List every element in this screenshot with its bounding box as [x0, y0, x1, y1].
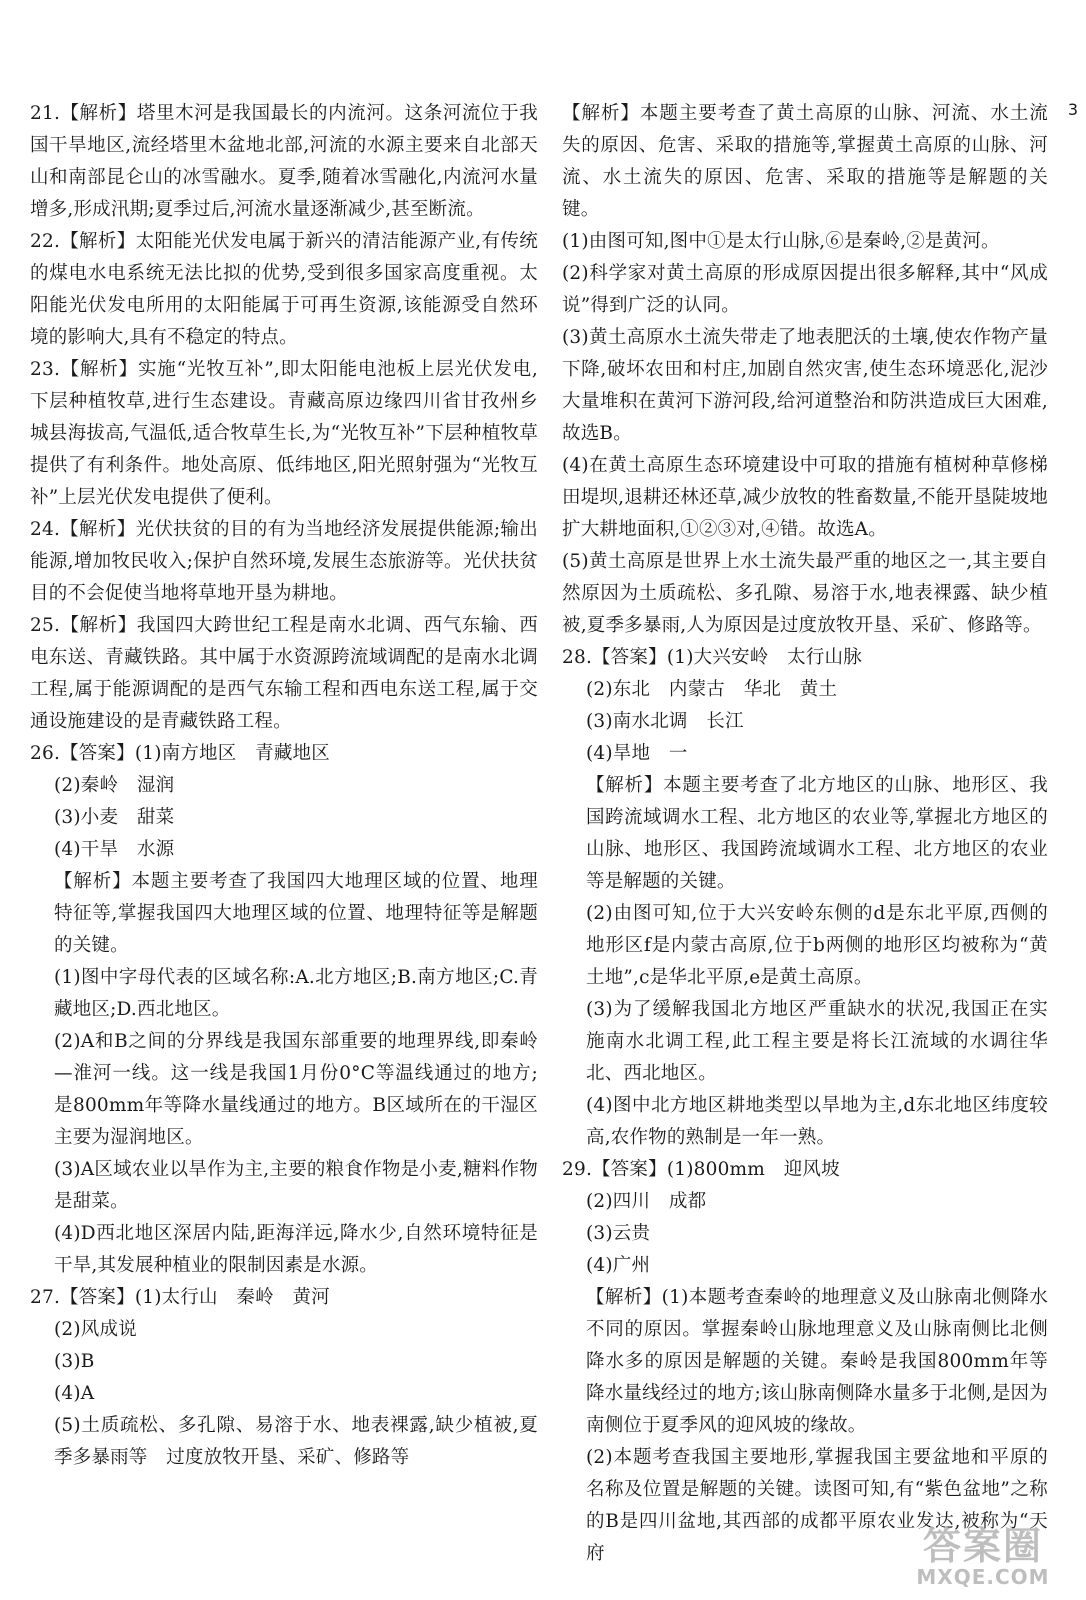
paragraph-27d: (4)A [54, 1383, 95, 1404]
paragraph-28a: 28.【答案】(1)大兴安岭 太行山脉 [562, 647, 862, 668]
page-number-fragment: 3 [1067, 100, 1078, 119]
paragraph-28h: (4)图中北方地区耕地类型以旱地为主,d东北地区纬度较高,农作物的熟制是一年一熟。 [586, 1095, 1048, 1148]
paragraph-28c: (3)南水北调 长江 [586, 711, 744, 732]
paragraph-25: 25.【解析】我国四大跨世纪工程是南水北调、西气东输、西电东送、青藏铁路。其中属于水资源跨流域调配的是南水北调工程,属于能源调配的是西气东输工程和西电东送工程,属于交通设施建设的是青藏铁路工程。 [30, 615, 538, 732]
paragraph-26a: 26.【答案】(1)南方地区 青藏地区 [30, 743, 330, 764]
paragraph-29d: (4)广州 [586, 1255, 651, 1276]
paragraph-28e: 【解析】本题主要考查了北方地区的山脉、地形区、我国跨流域调水工程、北方地区的农业等,掌握北方地区的山脉、地形区、我国跨流域调水工程、北方地区的农业等是解题的关键。 [586, 775, 1048, 892]
watermark-logo [888, 1526, 1078, 1594]
watermark-logo-text: 答案圈 [922, 1524, 1043, 1568]
paragraph-26d: (4)干旱 水源 [54, 839, 175, 860]
paragraph-28f: (2)由图可知,位于大兴安岭东侧的d是东北平原,西侧的地形区f是内蒙古高原,位于b两侧的地形区均被称为“黄土地”,c是华北平原,e是黄土高原。 [586, 903, 1048, 988]
paragraph-26c: (3)小麦 甜菜 [54, 807, 175, 828]
paragraph-27j: (4)在黄土高原生态环境建设中可取的措施有植树种草修梯田堤坝,退耕还林还草,减少放牧的牲畜数量,不能开垦陡坡地扩大耕地面积,①②③对,④错。故选A。 [562, 455, 1048, 540]
paragraph-27g: (1)由图可知,图中①是太行山脉,⑥是秦岭,②是黄河。 [562, 231, 1000, 252]
paragraph-26h: (3)A区域农业以旱作为主,主要的粮食作物是小麦,糖料作物是甜菜。 [54, 1159, 538, 1212]
paragraph-29a: 29.【答案】(1)800mm 迎风坡 [562, 1159, 840, 1180]
paragraph-29c: (3)云贵 [586, 1223, 651, 1244]
paragraph-22: 22.【解析】太阳能光伏发电属于新兴的清洁能源产业,有传统的煤电水电系统无法比拟的优势,受到很多国家高度重视。太阳能光伏发电所用的太阳能属于可再生资源,该能源受自然环境的影响大,具有不稳定的特点。 [30, 231, 538, 348]
paragraph-23: 23.【解析】实施“光牧互补”,即太阳能电池板上层光伏发电,下层种植牧草,进行生态建设。青藏高原边缘四川省甘孜州乡城县海拔高,气温低,适合牧草生长,为“光牧互补”下层种植牧草提供了有利条件。地处高原、低纬地区,阳光照射强为“光牧互补”上层光伏发电提供了便利。 [30, 359, 538, 508]
paragraph-27b: (2)风成说 [54, 1319, 137, 1340]
paragraph-28b: (2)东北 内蒙古 华北 黄土 [586, 679, 838, 700]
paragraph-29e: 【解析】(1)本题考查秦岭的地理意义及山脉南北侧降水不同的原因。掌握秦岭山脉地理意义及山脉南侧比北侧降水多的原因是解题的关键。秦岭是我国800mm年等降水量线经过的地方;该山脉南侧降水量多于北侧,是因为南侧位于夏季风的迎风坡的缘故。 [586, 1287, 1048, 1436]
paragraph-24: 24.【解析】光伏扶贫的目的有为当地经济发展提供能源;输出能源,增加牧民收入;保护自然环境,发展生态旅游等。光伏扶贫目的不会促使当地将草地开垦为耕地。 [30, 519, 538, 604]
paragraph-26b: (2)秦岭 湿润 [54, 775, 175, 796]
paragraph-27k: (5)黄土高原是世界上水土流失最严重的地区之一,其主要自然原因为土质疏松、多孔隙、易溶于水,地表裸露、缺少植被,夏季多暴雨,人为原因是过度放牧开垦、采矿、修路等。 [562, 551, 1048, 636]
paragraph-26e: 【解析】本题主要考查了我国四大地理区域的位置、地理特征等,掌握我国四大地理区域的位置、地理特征等是解题的关键。 [54, 871, 538, 956]
paragraph-21: 21.【解析】塔里木河是我国最长的内流河。这条河流位于我国干旱地区,流经塔里木盆地北部,河流的水源主要来自北部天山和南部昆仑山的冰雪融水。夏季,随着冰雪融化,内流河水量增多,形成汛期;夏季过后,河流水量逐渐减少,甚至断流。 [30, 103, 538, 220]
paragraph-27c: (3)B [54, 1351, 95, 1372]
paragraph-29b: (2)四川 成都 [586, 1191, 707, 1212]
paragraph-26g: (2)A和B之间的分界线是我国东部重要的地理界线,即秦岭—淮河一线。这一线是我国1月份0°C等温线通过的地方;是800mm年等降水量线通过的地方。B区域所在的干湿区主要为湿润地区。 [54, 1031, 538, 1148]
paragraph-27f: 【解析】本题主要考查了黄土高原的山脉、河流、水土流失的原因、危害、采取的措施等,掌握黄土高原的山脉、河流、水土流失的原因、危害、采取的措施等是解题的关键。 [562, 103, 1048, 220]
paragraph-27e: (5)土质疏松、多孔隙、易溶于水、地表裸露,缺少植被,夏季多暴雨等 过度放牧开垦、采矿、修路等 [54, 1415, 538, 1468]
paragraph-26f: (1)图中字母代表的区域名称:A.北方地区;B.南方地区;C.青藏地区;D.西北地区。 [54, 967, 538, 1020]
paragraph-28d: (4)旱地 一 [586, 743, 688, 764]
watermark-site-text: MXQE.COM [916, 1565, 1050, 1589]
paragraph-27a: 27.【答案】(1)太行山 秦岭 黄河 [30, 1287, 330, 1308]
paragraph-27h: (2)科学家对黄土高原的形成原因提出很多解释,其中“风成说”得到广泛的认同。 [562, 263, 1048, 316]
paragraph-26i: (4)D西北地区深居内陆,距海洋远,降水少,自然环境特征是干旱,其发展种植业的限制因素是水源。 [54, 1223, 538, 1276]
paragraph-27i: (3)黄土高原水土流失带走了地表肥沃的土壤,使农作物产量下降,破坏农田和村庄,加剧自然灾害,使生态环境恶化,泥沙大量堆积在黄河下游河段,给河道整治和防洪造成巨大困难,故选B。 [562, 327, 1048, 444]
paragraph-29f: (2)本题考查我国主要地形,掌握我国主要盆地和平原的名称及位置是解题的关键。读图可知,有“紫色盆地”之称的B是四川盆地,其西部的成都平原农业发达,被称为“天府 [586, 1447, 1048, 1564]
left-column [30, 98, 538, 1474]
right-column [562, 98, 1048, 1570]
paragraph-28g: (3)为了缓解我国北方地区严重缺水的状况,我国正在实施南水北调工程,此工程主要是将长江流域的水调往华北、西北地区。 [586, 999, 1048, 1084]
